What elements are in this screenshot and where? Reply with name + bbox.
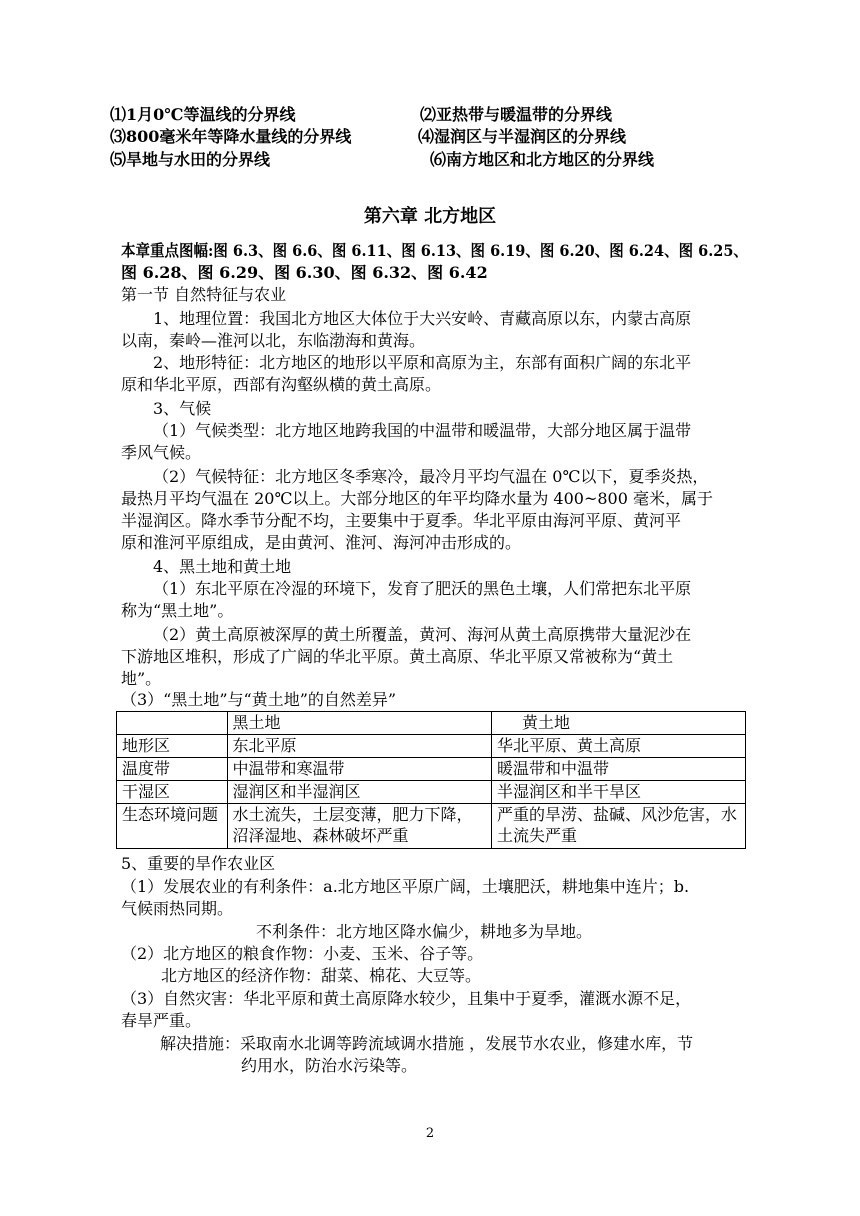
- paragraph-line: 5、重要的旱作农业区: [121, 854, 276, 873]
- table-cell: 干湿区: [117, 781, 228, 804]
- paragraph-line: （2）北方地区的粮食作物：小麦、玉米、谷子等。: [121, 944, 484, 963]
- comparison-table: [116, 711, 746, 849]
- table-cell: 严重的旱涝、盐碱、风沙危害，水土流失严重: [491, 804, 745, 849]
- chapter-title: 第六章 北方地区: [363, 206, 497, 227]
- paragraph-line: （2）黄土高原被深厚的黄土所覆盖，黄河、海河从黄土高原携带大量泥沙在: [153, 625, 692, 644]
- table-cell: 东北平原: [227, 735, 491, 758]
- paragraph-line: 气候雨热同期。: [121, 899, 234, 918]
- paragraph-line: 北方地区的经济作物：甜菜、棉花、大豆等。: [161, 966, 482, 985]
- table-row: [117, 735, 746, 758]
- paragraph-line: （3）自然灾害：华北平原和黄土高原降水较少，且集中于夏季，灌溉水源不足，: [121, 989, 692, 1008]
- paragraph-line: （1）发展农业的有利条件：a.北方地区平原广阔，土壤肥沃，耕地集中连片；b.: [121, 877, 690, 896]
- paragraph-line: 季风气候。: [121, 443, 202, 462]
- paragraph-line: 半湿润区。降水季节分配不均，主要集中于夏季。华北平原由海河平原、黄河平: [121, 511, 682, 530]
- paragraph-line: 最热月平均气温在 20℃以上。大部分地区的年平均降水量为 400~800 毫米，属于: [121, 489, 714, 508]
- paragraph-line: 4、黑土地和黄土地: [153, 557, 292, 576]
- paragraph-line: （2）气候特征：北方地区冬季寒冷，最冷月平均气温在 0℃以下，夏季炎热，: [153, 467, 709, 486]
- paragraph-line: 原和淮河平原组成，是由黄河、淮河、海河冲击形成的。: [121, 533, 522, 552]
- paragraph-line: 不利条件：北方地区降水偏少，耕地多为旱地。: [256, 922, 593, 941]
- list-item: ⑸旱地与水田的分界线: [110, 150, 271, 169]
- key-figures-line: 本章重点图幅:图 6.3、图 6.6、图 6.11、图 6.13、图 6.19、图 6.20、图 6.24、图 6.25、: [121, 241, 748, 260]
- list-item: ⑹南方地区和北方地区的分界线: [430, 150, 655, 169]
- key-figures-line: 图 6.28、图 6.29、图 6.30、图 6.32、图 6.42: [121, 263, 488, 282]
- paragraph-line: 解决措施：采取南水北调等跨流域调水措施 ，发展节水农业，修建水库，节: [160, 1034, 694, 1053]
- section-title: 第一节 自然特征与农业: [121, 285, 287, 304]
- list-item: ⑶800毫米年等降水量线的分界线: [110, 127, 352, 146]
- table-caption: （3）“黑土地”与“黄土地”的自然差异”: [121, 690, 397, 709]
- paragraph-line: 约用水，防治水污染等。: [241, 1056, 418, 1075]
- paragraph-line: 3、气候: [153, 399, 212, 418]
- paragraph-line: 2、地形特征：北方地区的地形以平原和高原为主，东部有面积广阔的东北平: [153, 353, 692, 372]
- table-header-cell: 黄土地: [491, 712, 745, 735]
- paragraph-line: 春旱严重。: [121, 1011, 202, 1030]
- list-item: ⑴1月0℃等温线的分界线: [110, 105, 296, 124]
- table-cell: 中温带和寒温带: [227, 758, 491, 781]
- table-row: [117, 781, 746, 804]
- list-item: ⑷湿润区与半湿润区的分界线: [418, 127, 627, 146]
- table-cell: 华北平原、黄土高原: [491, 735, 745, 758]
- page-number: 2: [425, 1126, 435, 1141]
- paragraph-line: 原和华北平原，西部有沟壑纵横的黄土高原。: [121, 375, 442, 394]
- table-header-cell: [117, 712, 228, 735]
- table-cell: 半湿润区和半干旱区: [491, 781, 745, 804]
- table-cell: 生态环境问题: [117, 804, 228, 849]
- list-item: ⑵亚热带与暖温带的分界线: [420, 105, 613, 124]
- paragraph-line: 以南，秦岭—淮河以北，东临渤海和黄海。: [121, 331, 426, 350]
- paragraph-line: 地”。: [121, 669, 162, 688]
- table-row: [117, 804, 746, 849]
- table-cell: 温度带: [117, 758, 228, 781]
- paragraph-line: 称为“黑土地”。: [121, 601, 234, 620]
- table-cell: 地形区: [117, 735, 228, 758]
- table-header-row: [117, 712, 746, 735]
- paragraph-line: 下游地区堆积，形成了广阔的华北平原。黄土高原、华北平原又常被称为“黄土: [121, 647, 674, 666]
- table-header-cell: 黑土地: [227, 712, 491, 735]
- table-cell: 水土流失，土层变薄，肥力下降，沼泽湿地、森林破坏严重: [227, 804, 491, 849]
- table-cell: 暖温带和中温带: [491, 758, 745, 781]
- table-cell: 湿润区和半湿润区: [227, 781, 491, 804]
- table-row: [117, 758, 746, 781]
- paragraph-line: （1）东北平原在冷湿的环境下，发育了肥沃的黑色土壤，人们常把东北平原: [153, 579, 692, 598]
- paragraph-line: 1、地理位置：我国北方地区大体位于大兴安岭、青藏高原以东，内蒙古高原: [153, 309, 692, 328]
- paragraph-line: （1）气候类型：北方地区地跨我国的中温带和暖温带，大部分地区属于温带: [153, 421, 692, 440]
